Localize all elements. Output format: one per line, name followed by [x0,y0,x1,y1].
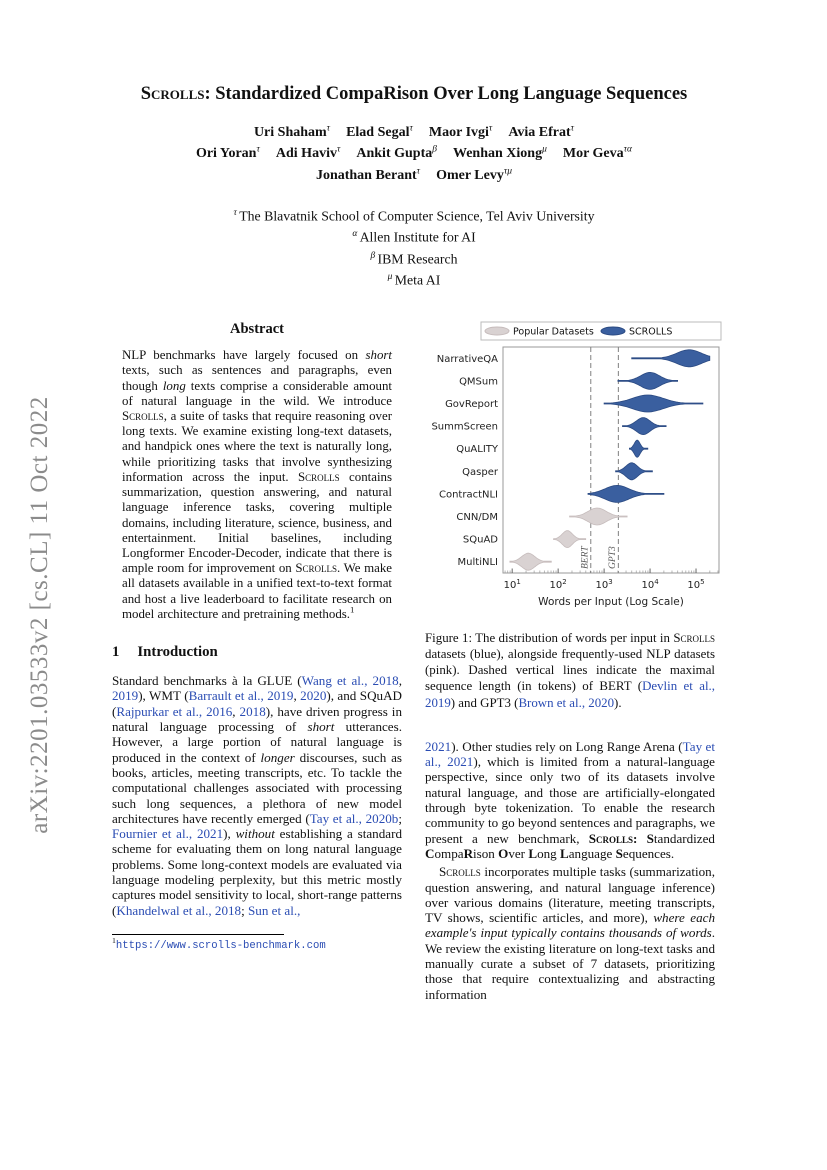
affiliation-line: $^\mu$ Meta AI [387,271,441,288]
category-label: SummScreen [431,421,498,433]
author: Ankit Gupta$^\beta$ [356,144,437,162]
author: Jonathan Berant$^\tau$ [315,166,421,183]
citation-link[interactable]: Tay et al., 2020b [309,810,399,826]
svg-text:Words per Input (Log Scale): Words per Input (Log Scale) [538,596,684,609]
category-label: Qasper [462,466,498,478]
affiliation-line: $^\alpha$ Allen Institute for AI [352,229,476,245]
paper-title: Scrolls: Standardized CompaRison Over Long Language Sequences [140,84,688,104]
svg-text:GPT3: GPT3 [607,546,618,570]
category-label: SQuAD [462,534,498,546]
svg-text:Popular Datasets: Popular Datasets [513,326,594,338]
section-number: 1 [112,644,120,661]
author-line [112,164,716,186]
footnote-mark: 1 [112,936,116,946]
citation-link[interactable]: Wang et al., 2018 [301,673,399,689]
footnote [112,934,402,952]
left-column [112,319,402,1002]
right-column [425,319,715,1002]
author: Maor Ivgi$^\tau$ [428,123,493,140]
author-line [112,121,716,143]
svg-text:SCROLLS: SCROLLS [629,326,673,338]
citation-link[interactable]: Tay et al., 2021 [425,738,715,770]
footnote-rule [112,934,284,935]
section-heading-introduction [112,644,402,661]
category-label: ContractNLI [438,489,498,501]
author: Omer Levy$^{\tau\mu}$ [436,166,513,183]
citation-link[interactable]: 2019 [112,688,139,704]
category-label: QMSum [459,376,498,388]
citation-link[interactable]: Sun et al., [248,902,301,918]
intro-paragraph-1: Standard benchmarks à la GLUE (Wang et al., 2018, 2019), WMT (Barrault et al., 2019, 2020), and SQuAD (Rajpurkar et al., 2016, 2018), have driven progress in natural language processing of short utterances. However, a large portion of natural language is produced in the context of longer discourses, such as books, articles, meeting transcripts, etc. To tackle the computational challenges associated with processing such long sequences, a plethora of new model architectures have recently emerged (Tay et al., 2020b; Fournier et al., 2021), without establishing a standard scheme for evaluating them on long natural language problems. Some long-context models are evaluated via language modeling perplexity, but this metric mostly captures model sensitivity to local, short-range patterns (Khandelwal et al., 2018; Sun et al., [112,673,402,918]
citation-link[interactable]: Khandelwal et al., 2018 [116,902,242,918]
affiliation-line: $^\beta$ IBM Research [370,250,458,267]
abstract-body: NLP benchmarks have largely focused on short texts, such as sentences and paragraphs, even though long texts comprise a considerable amount of natural language in the wild. We introduce Scrolls, a suite of tasks that require reasoning over long texts. We examine existing long-text datasets, and handpick ones where the text is naturally long, while prioritizing tasks that involve synthesizing information across the input. Scrolls contains summarization, question answering, and natural language inference tasks, covering multiple domains, including literature, science, business, and entertainment. Initial baselines, including Longformer Encoder-Decoder, indicate that there is ample room for improvement on Scrolls. We make all datasets available in a unified text-to-text format and host a live leaderboard to facilitate research on model architecture and pretraining methods.$^1$ [122,348,392,621]
svg-text:BERT: BERT [580,546,591,570]
author: Mor Geva$^{\tau\alpha}$ [562,144,633,162]
author: Adi Haviv$^\tau$ [275,144,341,162]
affiliation-line: $^\tau$ The Blavatnik School of Computer Science, Tel Aviv University [233,207,595,224]
author-lines [112,121,716,186]
citation-link[interactable]: Brown et al., 2020 [518,695,615,710]
category-label: CNN/DM [456,512,498,524]
intro-paragraph-3: Scrolls incorporates multiple tasks (summarization, question answering, and natural language inference) over various domains (literature, meeting transcripts, TV shows, scientific articles, and more), where each example's input typically contains thousands of words. We review the existing literature on long-text tasks and manually curate a subset of 7 datasets, prioritizing those that require contextualizing and abstracting information [425,864,715,1002]
author: Uri Shaham$^\tau$ [253,123,331,140]
citation-link[interactable]: Rajpurkar et al., 2016 [116,703,233,719]
category-label: GovReport [445,399,498,411]
author-line [112,143,716,165]
affiliations [112,206,716,291]
author: Wenhan Xiong$^\mu$ [452,144,547,162]
svg-text:105: $10^5$ [687,578,705,592]
category-label: NarrativeQA [436,353,498,365]
footnote-url-link[interactable]: https://www.scrolls-benchmark.com [115,940,326,953]
paper-content [112,78,716,1002]
citation-link[interactable]: 2020 [300,688,327,704]
two-column-body [112,319,716,1002]
figure1 [425,321,715,711]
citation-link[interactable]: Barrault et al., 2019 [188,688,294,704]
citation-link[interactable]: 2018 [239,703,266,719]
section-title: Introduction [137,644,218,661]
author: Avia Efrat$^\tau$ [508,123,575,140]
citation-link[interactable]: Fournier et al., 2021 [112,826,224,842]
category-label: QuALITY [456,444,498,456]
svg-text:101: $10^1$ [503,578,521,592]
citation-link[interactable]: 2021 [425,738,452,754]
citation-link[interactable]: Devlin et al., 2019 [425,679,715,710]
figure1-chart [425,321,715,618]
abstract-heading: Abstract [230,321,284,338]
category-label: MultiNLI [457,557,498,569]
figure1-caption: Figure 1: The distribution of words per input in Scrolls datasets (blue), alongside frequently-used NLP datasets (pink). Dashed vertical lines indicate the maximal sequence length (in tokens) of BERT (Devlin et al., 2019) and GPT3 (Brown et al., 2020). [425,631,715,710]
arxiv-watermark: arXiv:2201.03533v2 [cs.CL] 11 Oct 2022 [26,396,53,834]
author: Ori Yoran$^\tau$ [195,144,260,162]
intro-paragraph-2: 2021). Other studies rely on Long Range Arena (Tay et al., 2021), which is limited from a natural-language perspective, since only two of its datasets involve natural language, and those are artificially-elongated through byte tokenization. To enable the research community to go beyond sentences and paragraphs, we present a new benchmark, Scrolls: Standardized CompaRison Over Long Language Sequences. [425,738,715,861]
svg-text:104: $10^4$ [641,578,659,592]
author: Elad Segal$^\tau$ [346,123,413,140]
svg-text:102: $10^2$ [549,578,567,592]
svg-text:103: $10^3$ [595,578,613,592]
